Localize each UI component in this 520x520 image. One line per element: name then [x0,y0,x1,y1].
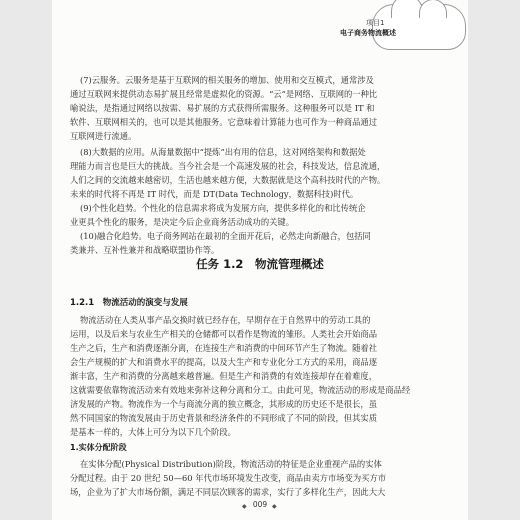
paragraph-line: 生产之后，生产和消费逐渐分离，在连接生产和消费的中间环节产生了物流。随着社 [70,343,377,353]
paragraph-line: (8)大数据的应用。从海量数据中“提炼”出有用的信息，这对网络架构和数据处 [80,147,366,157]
paragraph-line: 喻说法，是指通过网络以按需、易扩展的方式获得所需服务。这种服务可以是 IT 和 [70,103,375,113]
paragraph-line: (9)个性化趋势。个性化的信息需求将成为发展方向，提供多样化的和比传统企 [80,203,366,213]
project-title: 电子商务物流概述 [340,29,396,37]
paragraph-line: 未来的时代将不再是 IT 时代，而是 DT(Data Technology，数据科技)时代。 [70,189,359,199]
header-cloud-badge [372,4,466,50]
paragraph-line: 是基本一样的，大体上可分为以下几个阶段。 [70,427,236,437]
page-number-dot-left: ◆ [242,503,247,510]
task-heading: 任务 1.2 物流管理概述 [196,257,324,271]
paragraph-line: 分配过程。由于 20 世纪 50—60 年代市场环境发生改变，商品由卖方市场变为买方市 [70,473,387,483]
paragraph-line: 物流活动在人类从事产品交换时就已经存在，早期存在于自然界中的劳动工具的 [80,315,371,325]
paragraph-line: 渐丰富，生产和消费的分离越来越普遍。但是生产和消费的有效连接却存在着难度， [70,371,377,381]
section-heading: 1.2.1 物流活动的演变与发展 [70,298,188,308]
paragraph-line: 济发展的产物。物流作为一个与商流分离的独立概念，其形成的历史还不是很长，虽 [70,399,377,409]
paragraph-line: 在实体分配(Physical Distribution)阶段，物流活动的特征是企业重视产品的实体 [80,459,382,469]
page-number: 009 [252,500,268,509]
paragraph-line: (7)云服务。云服务是基于互联网的相关服务的增加、使用和交互模式，通常涉及 [80,75,374,85]
subsection-heading: 1.实体分配阶段 [70,443,127,452]
paragraph-line: 互联网进行流通。 [70,131,137,141]
paragraph-line: 软件、互联网相关的，也可以是其他服务。它意味着计算能力也可作为一种商品通过 [70,117,377,127]
paragraph-line: 人们之间的交流越来越密切，生活也越来越方便，大数据就是这个高科技时代的产物。 [70,175,386,185]
paragraph-line: 理能力而言也是巨大的挑战。当今社会是一个高速发展的社会，科技发达，信息流通， [70,161,386,171]
page-number-dot-right: ◆ [272,503,277,510]
project-label: 项目1 [366,19,385,27]
paragraph-line: 然不同国家的物流发展由于历史背景和经济条件的不同形成了不同的阶段，但其实质 [70,413,377,423]
paragraph-line: 这就需要依靠物流活动来有效地来弥补这种分离和分工。由此可见，物流活动的形成是商品经 [70,385,411,395]
paragraph-line: (10)融合化趋势。电子商务网站在最初的全面开花后，必然走向新融合，包括同 [80,231,371,241]
paragraph-line: 场，企业为了扩大市场份额，满足不同层次顾客的需求，实行了多样化生产，因此大大 [70,487,386,497]
paragraph-line: 运用，以及后来与农业生产相关的仓储都可以看作是物流的雏形。人类社会开始商品 [70,329,377,339]
paragraph-line: 会生产规模的扩大和消费水平的提高，以及大生产和专业化分工方式的采用，商品逐 [70,357,377,367]
paragraph-line: 通过互联网来提供动态易扩展且经常是虚拟化的资源。“云”是网络、互联网的一种比 [70,89,378,99]
paragraph-line: 类兼并、互补性兼并和战略联盟协作等。 [70,245,220,255]
paragraph-line: 业更具个性化的服务，是决定今后企业商务活动成功的关键。 [70,217,295,227]
